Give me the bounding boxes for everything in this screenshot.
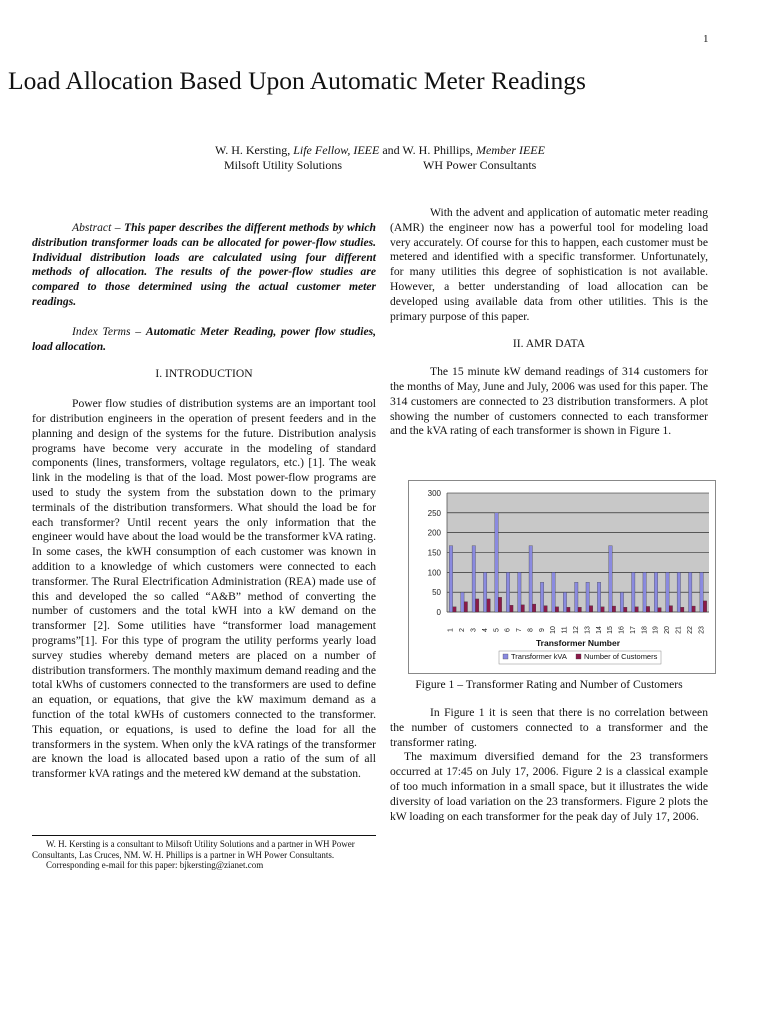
bar-kva <box>575 582 578 612</box>
author-1-name: W. H. Kersting, <box>215 143 294 157</box>
abstract-label: Abstract <box>72 221 112 234</box>
amr-paragraph-1: The 15 minute kW demand readings of 314 customers for the months of May, June and July, 2006 was used for this paper. The 314 customers are connected to 23 distribution transformers. A plot showing the number of customers connected to each transformer and the kVA rating of each transformer is shown in Figure 1. <box>390 365 708 438</box>
right-column-lower <box>390 706 708 824</box>
bar-customers <box>521 605 524 612</box>
bar-customers <box>532 604 535 612</box>
bar-kva <box>643 572 646 612</box>
bar-customers <box>601 607 604 612</box>
right-column <box>390 206 708 439</box>
x-axis-title: Transformer Number <box>535 638 621 648</box>
x-tick-label: 8 <box>527 628 535 632</box>
affiliation-2: WH Power Consultants <box>423 158 537 172</box>
x-tick-label: 4 <box>481 628 489 632</box>
author-2-role: Member IEEE <box>476 143 545 157</box>
amr-paragraph-2: In Figure 1 it is seen that there is no correlation between the number of customers connected to a transformer and the transformer rating. <box>390 706 708 749</box>
abstract-text: This paper describes the different methods by which distribution transformer loads can be allocated for power-flow studies. Individual distribution loads are calculated using four different methods of allocation. The results of the power-flow studies are compared to those determined using the actual customer meter readings. <box>32 221 376 308</box>
x-tick-label: 9 <box>538 628 546 632</box>
index-terms-label: Index Terms <box>72 324 131 338</box>
x-tick-label: 20 <box>664 626 672 634</box>
bar-kva <box>586 582 589 612</box>
bar-kva <box>461 592 464 612</box>
left-column <box>32 221 376 782</box>
bar-kva <box>620 592 623 612</box>
bar-kva <box>529 546 532 612</box>
page-number: 1 <box>703 33 709 45</box>
y-tick-label: 250 <box>427 508 441 518</box>
bar-kva <box>609 546 612 612</box>
y-tick-label: 0 <box>436 608 441 617</box>
bar-customers <box>681 607 684 612</box>
x-tick-label: 7 <box>516 628 524 632</box>
x-tick-label: 14 <box>595 626 603 634</box>
bar-customers <box>635 607 638 612</box>
y-tick-label: 200 <box>427 528 441 538</box>
bar-kva <box>597 582 600 612</box>
index-terms-text: Automatic Meter Reading, power flow studies, load allocation. <box>32 324 377 353</box>
y-tick-label: 150 <box>427 548 441 558</box>
author-1-role: Life Fellow, IEEE <box>293 143 380 157</box>
x-tick-label: 1 <box>447 628 455 632</box>
bar-customers <box>624 607 627 612</box>
bar-kva <box>666 572 669 612</box>
legend-entry: Number of Customers <box>584 652 658 661</box>
x-tick-label: 12 <box>573 626 580 634</box>
affiliation-1: Milsoft Utility Solutions <box>224 158 343 172</box>
author-conjunction: and <box>379 143 403 157</box>
bar-kva <box>495 513 498 612</box>
author-2-name: W. H. Phillips, <box>402 143 476 157</box>
bar-customers <box>567 607 570 612</box>
bar-customers <box>555 607 558 612</box>
bar-kva <box>654 572 657 612</box>
footnote <box>32 839 376 871</box>
abstract <box>32 221 376 310</box>
y-tick-label: 300 <box>427 489 441 498</box>
bar-customers <box>589 606 592 612</box>
bar-customers <box>498 597 501 612</box>
x-tick-label: 6 <box>504 628 512 632</box>
section-heading-introduction: I. INTRODUCTION <box>155 367 253 381</box>
bar-customers <box>453 607 456 612</box>
legend-swatch <box>503 654 508 659</box>
x-tick-label: 18 <box>641 626 649 634</box>
bar-customers <box>703 601 706 612</box>
bar-customers <box>658 608 661 612</box>
right-paragraph-1: With the advent and application of automatic meter reading (AMR) the engineer now has a powerful tool for modeling load very accurately. Of course for this to happen, each customer must be metered and identified with a specific transformer. Unfortunately, for many utilities this degree of sophistication is not available. However, a better understanding of load allocation can be developed using available data from other utilities. This is the primary purpose of this paper. <box>390 206 708 323</box>
figure-1-caption: Figure 1 – Transformer Rating and Number of Customers <box>415 678 683 691</box>
bar-kva <box>700 572 703 612</box>
bar-customers <box>578 607 581 612</box>
footnote-email: Corresponding e-mail for this paper: bjkersting@zianet.com <box>46 860 264 870</box>
bar-customers <box>544 606 547 612</box>
x-tick-label: 5 <box>493 628 501 632</box>
bar-customers <box>669 606 672 612</box>
bar-kva <box>632 572 635 612</box>
bar-kva <box>540 582 543 612</box>
bar-customers <box>646 606 649 612</box>
section-heading-amr-data: II. AMR DATA <box>512 337 586 351</box>
x-tick-label: 19 <box>652 626 660 634</box>
x-tick-label: 11 <box>561 626 569 634</box>
y-tick-label: 50 <box>432 588 441 598</box>
paper-title: Load Allocation Based Upon Automatic Meter Readings <box>8 66 586 95</box>
bar-customers <box>692 606 695 612</box>
chart-svg <box>409 481 715 673</box>
x-tick-label: 22 <box>686 626 694 634</box>
x-tick-label: 21 <box>675 626 683 634</box>
bar-customers <box>510 605 513 612</box>
footnote-affiliation: W. H. Kersting is a consultant to Milsoft Utility Solutions and a partner in WH Power Consultants, Las Cruces, NM. W. H. Phillips is a partner in WH Power Consultants. <box>32 839 355 860</box>
bar-kva <box>563 592 566 612</box>
x-tick-label: 10 <box>550 626 558 634</box>
x-tick-label: 2 <box>459 628 467 632</box>
index-terms <box>32 325 376 355</box>
x-tick-label: 15 <box>607 626 615 634</box>
amr-paragraph-3: The maximum diversified demand for the 23 transformers occurred at 17:45 on July 17, 2006. Figure 2 is a classical example of too much information in a small space, but it illustrates the wide diversity of load variation on the 23 transformers. Figure 2 plots the kW loading on each transformer for the peak day of July 17, 2006. <box>390 750 708 823</box>
legend-swatch <box>576 654 581 659</box>
x-tick-label: 3 <box>470 628 478 632</box>
abstract-dash: – <box>111 221 125 234</box>
x-tick-label: 17 <box>629 626 637 634</box>
figure-1-chart <box>408 480 716 674</box>
bar-kva <box>518 572 521 612</box>
bar-customers <box>487 599 490 612</box>
bar-kva <box>472 546 475 612</box>
legend-entry: Transformer kVA <box>511 652 567 661</box>
bar-kva <box>506 572 509 612</box>
author-line <box>0 143 760 158</box>
index-terms-dash: – <box>130 324 146 338</box>
bar-customers <box>612 606 615 612</box>
bar-kva <box>449 546 452 612</box>
footnote-rule <box>32 835 376 836</box>
x-tick-label: 16 <box>618 626 626 634</box>
bar-kva <box>483 572 486 612</box>
intro-paragraph: Power flow studies of distribution systems are an important tool for distribution engineers in the operation of present feeders and in the planning and design of the systems for the future. Distribution analysis programs have become very accurate in the modeling of standard components (lines, transformers, voltage regulators, etc.) [1]. The weak link in the modeling is that of the load. Most power-flow programs are used to study the system from the substation down to the primary terminals of the distribution transformers. What should the load be for each transformer? Until recent years the only information that the engineer would have about the load would be the transformer kVA rating. In some cases, the kWH consumption of each customer was known in addition to a knowledge of which customers were connected to each transformer. The Rural Electrification Administration (REA) made use of this and developed the so called “A&B” method of converting the number of customers and the total kWH into a kW demand on the transformer [2]. Some utilities have “transformer load management programs”[1]. For this type of program the utility performs yearly load survey studies whereby demand meters are placed on a number of distribution transformers. The monthly maximum demand reading and the total kWhs of customers connected to the transformers are used to define an equation, or equations, that give the kW maximum demand as a function of the total kWHs of customers connected to the transformer. This equation, or equations, is used to define the load for all the transformers in the system. When only the kVA ratings of the transformer are known the load is allocated based upon a ratio of the sum of all transformer kVA ratings and the metered kW demand at the substation. <box>32 397 376 781</box>
bar-customers <box>464 602 467 612</box>
x-tick-label: 13 <box>584 626 592 634</box>
bar-kva <box>677 572 680 612</box>
bar-kva <box>688 572 691 612</box>
y-tick-label: 100 <box>427 568 441 578</box>
bar-customers <box>475 599 478 612</box>
x-tick-label: 23 <box>698 626 706 634</box>
bar-kva <box>552 572 555 612</box>
